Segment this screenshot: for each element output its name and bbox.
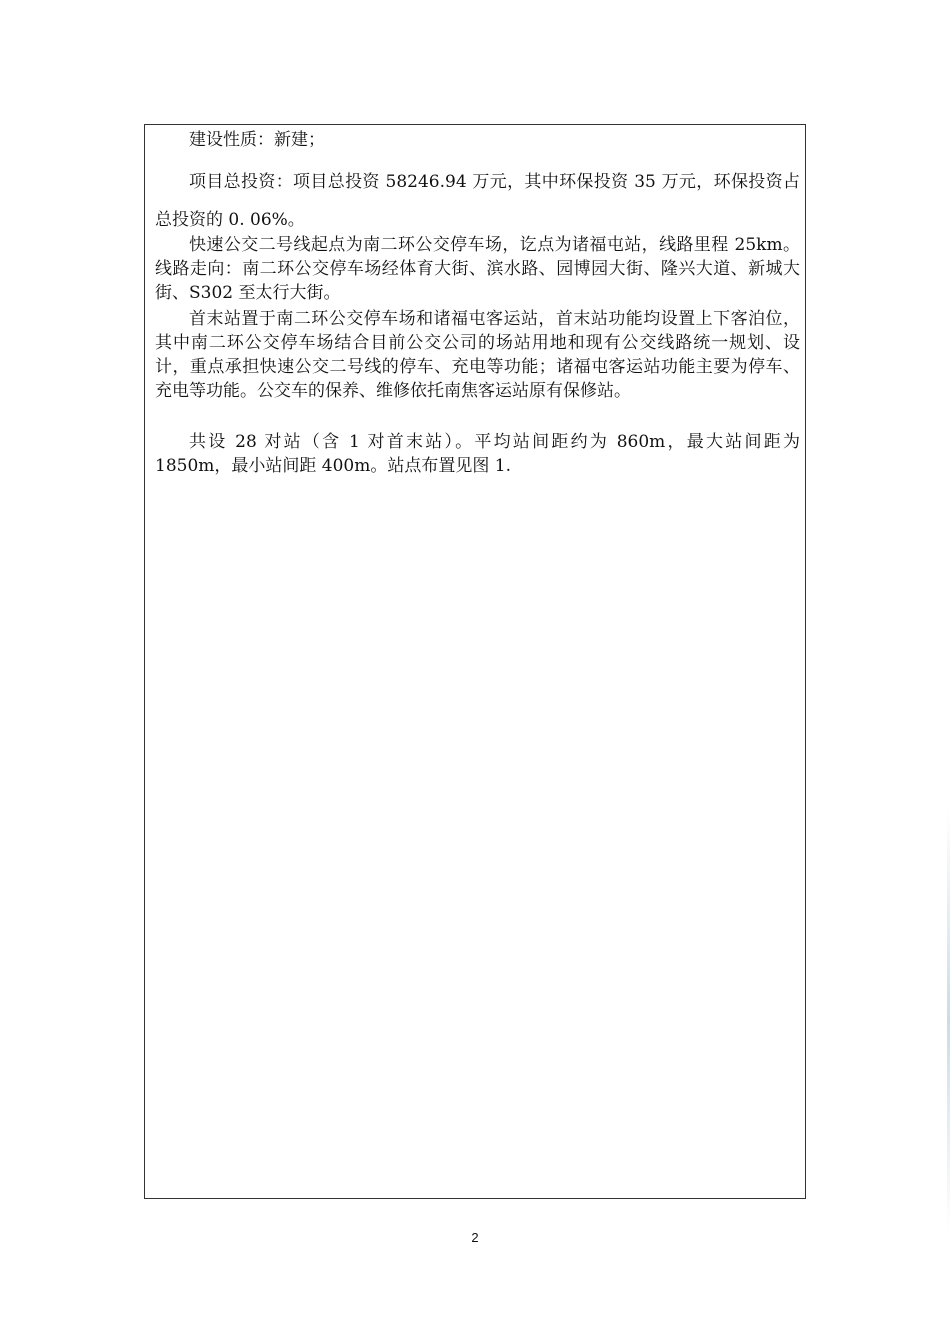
- investment-paragraph: 项目总投资：项目总投资 58246.94 万元，其中环保投资 35 万元，环保投资占总投资的 0. 06%。: [155, 172, 800, 230]
- page-number: 2: [471, 1230, 479, 1245]
- station-layout-paragraph: 共设 28 对站（含 1 对首末站）。平均站间距约为 860m，最大站间距为 1850m，最小站间距 400m。站点布置见图 1.: [155, 432, 800, 476]
- route-description-paragraph: 快速公交二号线起点为南二环公交停车场，讫点为诸福屯站，线路里程 25km。线路走向：南二环公交停车场经体育大街、滨水路、园博园大街、隆兴大道、新城大街、S302 至太行大街。: [155, 235, 800, 303]
- document-content-box: [144, 124, 806, 1199]
- construction-nature-paragraph: 建设性质：新建；: [189, 130, 325, 150]
- terminal-stations-paragraph: 首末站置于南二环公交停车场和诸福屯客运站，首末站功能均设置上下客泊位，其中南二环公交停车场结合目前公交公司的场站用地和现有公交线路统一规划、设计，重点承担快速公交二号线的停车、充电等功能；诸福屯客运站功能主要为停车、充电等功能。公交车的保养、维修依托南焦客运站原有保修站。: [155, 309, 800, 401]
